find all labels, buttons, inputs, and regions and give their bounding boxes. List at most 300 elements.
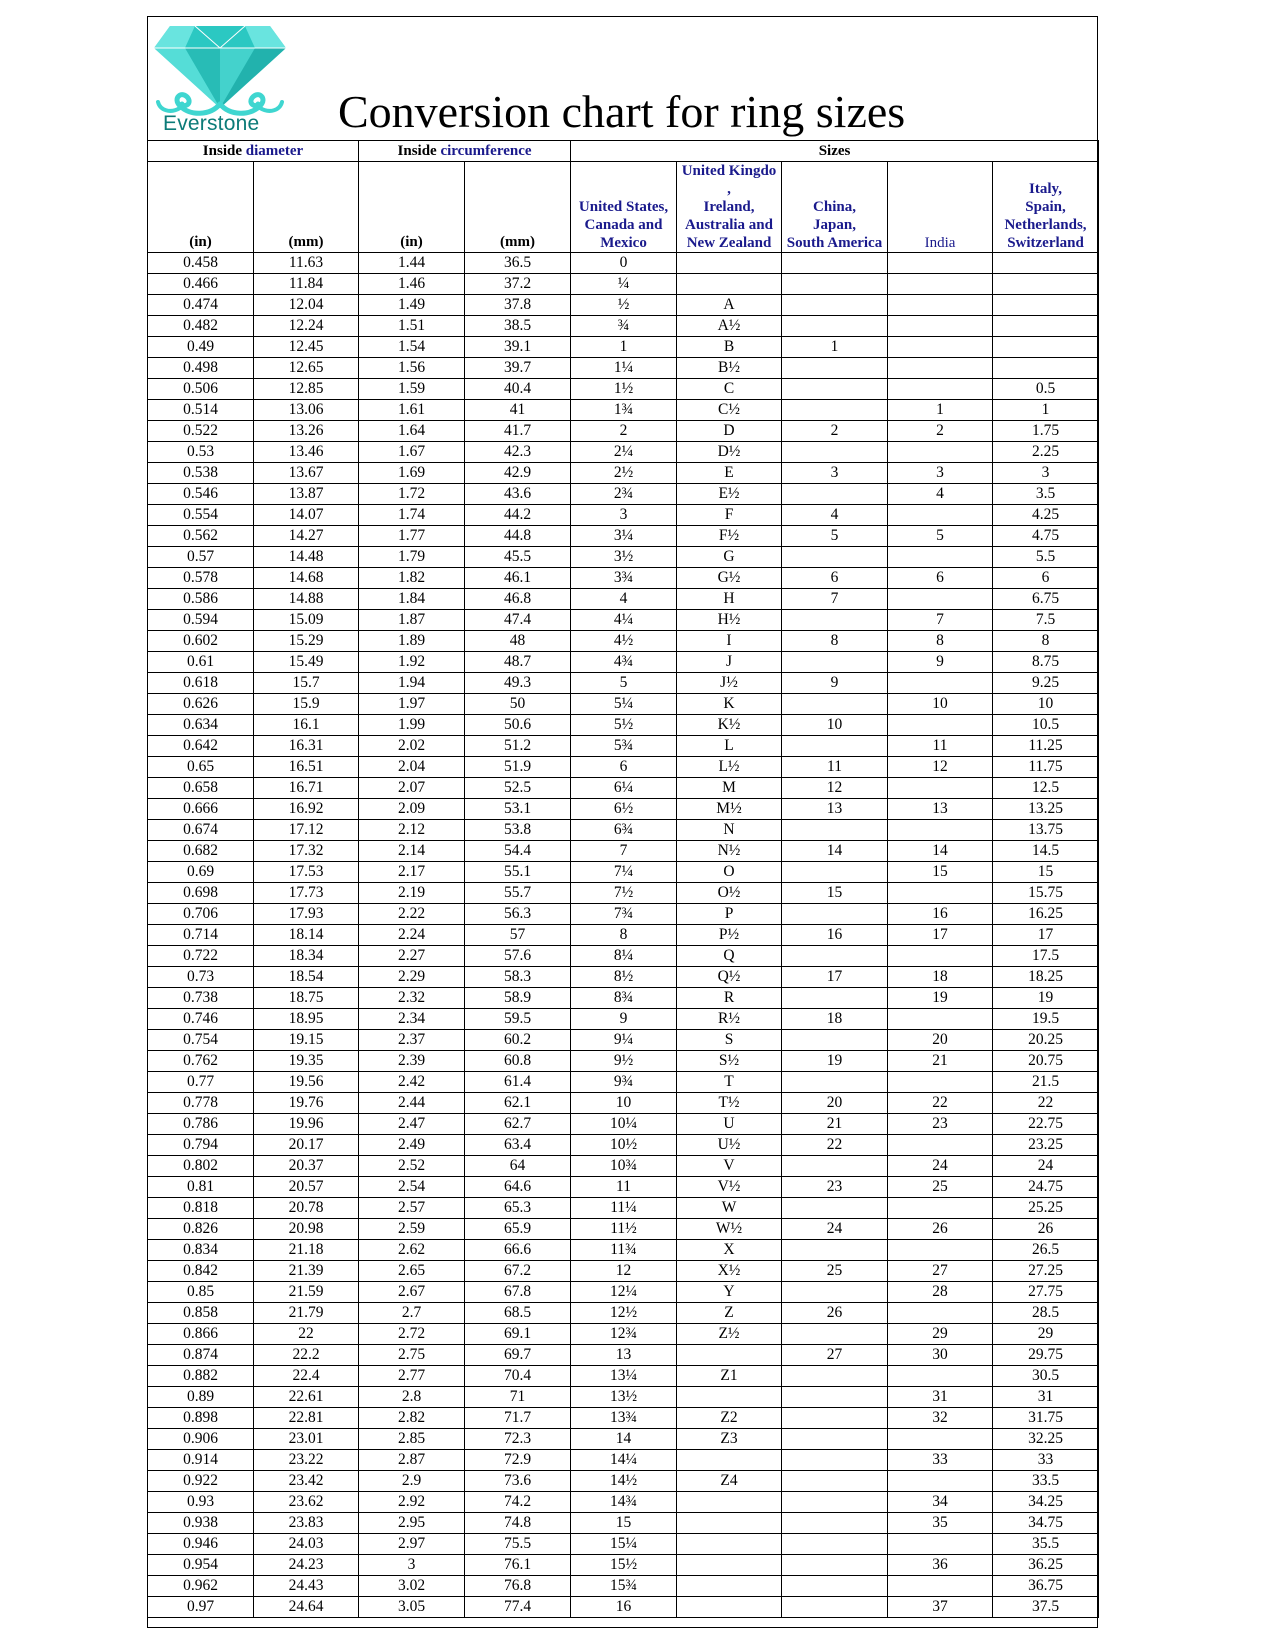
table-row — [148, 1051, 1099, 1072]
cell-us: 11¼ — [571, 1198, 677, 1219]
cell-diameter-mm: 17.93 — [254, 904, 359, 925]
cell-china — [782, 820, 888, 841]
cell-china — [782, 379, 888, 400]
cell-india: 24 — [888, 1156, 993, 1177]
cell-china: 9 — [782, 673, 888, 694]
cell-italy: 17 — [993, 925, 1099, 946]
cell-china: 13 — [782, 799, 888, 820]
cell-italy: 16.25 — [993, 904, 1099, 925]
cell-circumference-mm: 71.7 — [465, 1408, 571, 1429]
cell-us: 11¾ — [571, 1240, 677, 1261]
cell-circumference-in: 2.29 — [359, 967, 465, 988]
cell-uk: Z3 — [677, 1429, 782, 1450]
cell-italy: 5.5 — [993, 547, 1099, 568]
cell-circumference-mm: 52.5 — [465, 778, 571, 799]
cell-italy: 23.25 — [993, 1135, 1099, 1156]
cell-india: 28 — [888, 1282, 993, 1303]
cell-diameter-in: 0.906 — [148, 1429, 254, 1450]
cell-us: 2¼ — [571, 442, 677, 463]
cell-china — [782, 358, 888, 379]
table-row — [148, 358, 1099, 379]
cell-us: 7½ — [571, 883, 677, 904]
cell-diameter-in: 0.458 — [148, 253, 254, 274]
cell-uk: R — [677, 988, 782, 1009]
cell-diameter-mm: 13.46 — [254, 442, 359, 463]
cell-diameter-in: 0.674 — [148, 820, 254, 841]
cell-india: 11 — [888, 736, 993, 757]
cell-circumference-mm: 57.6 — [465, 946, 571, 967]
cell-diameter-mm: 13.06 — [254, 400, 359, 421]
cell-italy: 36.75 — [993, 1576, 1099, 1597]
cell-diameter-in: 0.578 — [148, 568, 254, 589]
cell-india — [888, 589, 993, 610]
cell-diameter-in: 0.634 — [148, 715, 254, 736]
cell-diameter-in: 0.922 — [148, 1471, 254, 1492]
cell-china — [782, 1429, 888, 1450]
cell-diameter-in: 0.858 — [148, 1303, 254, 1324]
cell-china — [782, 946, 888, 967]
cell-china — [782, 253, 888, 274]
cell-diameter-mm: 15.09 — [254, 610, 359, 631]
cell-diameter-mm: 15.9 — [254, 694, 359, 715]
cell-uk: H½ — [677, 610, 782, 631]
cell-uk: S½ — [677, 1051, 782, 1072]
cell-diameter-in: 0.746 — [148, 1009, 254, 1030]
cell-china — [782, 1282, 888, 1303]
cell-india: 16 — [888, 904, 993, 925]
cell-us: 1¾ — [571, 400, 677, 421]
group-header-row — [148, 141, 1099, 162]
cell-circumference-in: 2.24 — [359, 925, 465, 946]
cell-india — [888, 253, 993, 274]
cell-circumference-mm: 39.7 — [465, 358, 571, 379]
cell-circumference-mm: 65.3 — [465, 1198, 571, 1219]
cell-diameter-in: 0.698 — [148, 883, 254, 904]
cell-india — [888, 883, 993, 904]
cell-china: 3 — [782, 463, 888, 484]
cell-diameter-mm: 20.98 — [254, 1219, 359, 1240]
cell-diameter-mm: 12.04 — [254, 295, 359, 316]
cell-circumference-in: 3 — [359, 1555, 465, 1576]
cell-italy: 18.25 — [993, 967, 1099, 988]
cell-india: 20 — [888, 1030, 993, 1051]
cell-us: 5 — [571, 673, 677, 694]
cell-uk: W½ — [677, 1219, 782, 1240]
cell-diameter-in: 0.626 — [148, 694, 254, 715]
cell-china: 10 — [782, 715, 888, 736]
table-row — [148, 526, 1099, 547]
cell-circumference-in: 2.77 — [359, 1366, 465, 1387]
cell-circumference-mm: 41.7 — [465, 421, 571, 442]
cell-italy — [993, 274, 1099, 295]
cell-circumference-in: 2.04 — [359, 757, 465, 778]
cell-china — [782, 1387, 888, 1408]
table-row — [148, 1135, 1099, 1156]
cell-italy: 12.5 — [993, 778, 1099, 799]
cell-diameter-mm: 21.18 — [254, 1240, 359, 1261]
cell-italy: 27.25 — [993, 1261, 1099, 1282]
cell-circumference-in: 2.42 — [359, 1072, 465, 1093]
cell-diameter-in: 0.794 — [148, 1135, 254, 1156]
cell-circumference-mm: 72.3 — [465, 1429, 571, 1450]
cell-circumference-mm: 36.5 — [465, 253, 571, 274]
cell-diameter-mm: 20.78 — [254, 1198, 359, 1219]
cell-diameter-mm: 24.64 — [254, 1597, 359, 1618]
cell-circumference-mm: 74.8 — [465, 1513, 571, 1534]
cell-uk — [677, 1576, 782, 1597]
cell-diameter-mm: 24.03 — [254, 1534, 359, 1555]
table-row — [148, 1156, 1099, 1177]
table-row — [148, 1366, 1099, 1387]
cell-us: 5¾ — [571, 736, 677, 757]
cell-india: 6 — [888, 568, 993, 589]
cell-us: 9½ — [571, 1051, 677, 1072]
cell-us: 10½ — [571, 1135, 677, 1156]
cell-india — [888, 946, 993, 967]
cell-us: 13½ — [571, 1387, 677, 1408]
cell-us: 9 — [571, 1009, 677, 1030]
cell-diameter-mm: 19.15 — [254, 1030, 359, 1051]
cell-uk — [677, 1345, 782, 1366]
cell-diameter-mm: 11.63 — [254, 253, 359, 274]
cell-circumference-mm: 46.8 — [465, 589, 571, 610]
cell-india: 7 — [888, 610, 993, 631]
table-row — [148, 421, 1099, 442]
cell-circumference-in: 2.09 — [359, 799, 465, 820]
cell-circumference-in: 2.85 — [359, 1429, 465, 1450]
cell-diameter-in: 0.866 — [148, 1324, 254, 1345]
cell-diameter-mm: 14.48 — [254, 547, 359, 568]
cell-circumference-in: 2.57 — [359, 1198, 465, 1219]
table-row — [148, 1450, 1099, 1471]
cell-us: 1 — [571, 337, 677, 358]
cell-india — [888, 1429, 993, 1450]
cell-circumference-in: 2.62 — [359, 1240, 465, 1261]
cell-circumference-in: 2.75 — [359, 1345, 465, 1366]
cell-india: 22 — [888, 1093, 993, 1114]
cell-china: 1 — [782, 337, 888, 358]
cell-india: 36 — [888, 1555, 993, 1576]
cell-circumference-in: 2.54 — [359, 1177, 465, 1198]
table-row — [148, 1303, 1099, 1324]
cell-diameter-in: 0.802 — [148, 1156, 254, 1177]
cell-china: 11 — [782, 757, 888, 778]
cell-circumference-mm: 76.8 — [465, 1576, 571, 1597]
cell-us: 7¼ — [571, 862, 677, 883]
cell-us: 9¼ — [571, 1030, 677, 1051]
cell-circumference-in: 2.59 — [359, 1219, 465, 1240]
cell-diameter-mm: 23.42 — [254, 1471, 359, 1492]
cell-china — [782, 1156, 888, 1177]
table-row — [148, 253, 1099, 274]
cell-uk: S — [677, 1030, 782, 1051]
cell-china — [782, 1450, 888, 1471]
cell-us: 9¾ — [571, 1072, 677, 1093]
cell-circumference-in: 1.72 — [359, 484, 465, 505]
cell-us: ¾ — [571, 316, 677, 337]
cell-circumference-mm: 62.1 — [465, 1093, 571, 1114]
cell-china: 5 — [782, 526, 888, 547]
cell-us: 2 — [571, 421, 677, 442]
cell-uk: X — [677, 1240, 782, 1261]
cell-circumference-in: 2.92 — [359, 1492, 465, 1513]
table-row — [148, 967, 1099, 988]
cell-circumference-in: 1.89 — [359, 631, 465, 652]
cell-diameter-mm: 17.73 — [254, 883, 359, 904]
cell-circumference-in: 2.47 — [359, 1114, 465, 1135]
page-title: Conversion chart for ring sizes — [338, 86, 906, 137]
cell-us: 11½ — [571, 1219, 677, 1240]
cell-diameter-mm: 13.67 — [254, 463, 359, 484]
cell-circumference-mm: 65.9 — [465, 1219, 571, 1240]
cell-diameter-mm: 15.49 — [254, 652, 359, 673]
cell-diameter-mm: 12.85 — [254, 379, 359, 400]
cell-china — [782, 694, 888, 715]
cell-us: 4 — [571, 589, 677, 610]
cell-diameter-mm: 21.59 — [254, 1282, 359, 1303]
cell-us: 5¼ — [571, 694, 677, 715]
cell-circumference-in: 1.99 — [359, 715, 465, 736]
cell-circumference-in: 2.8 — [359, 1387, 465, 1408]
cell-us: 6¼ — [571, 778, 677, 799]
cell-uk: L — [677, 736, 782, 757]
cell-diameter-mm: 16.1 — [254, 715, 359, 736]
cell-us: 15 — [571, 1513, 677, 1534]
cell-diameter-in: 0.77 — [148, 1072, 254, 1093]
cell-china: 17 — [782, 967, 888, 988]
cell-india: 26 — [888, 1219, 993, 1240]
cell-circumference-mm: 44.2 — [465, 505, 571, 526]
cell-diameter-mm: 20.17 — [254, 1135, 359, 1156]
cell-italy: 37.5 — [993, 1597, 1099, 1618]
table-row — [148, 1387, 1099, 1408]
cell-india: 10 — [888, 694, 993, 715]
cell-india: 34 — [888, 1492, 993, 1513]
cell-diameter-in: 0.706 — [148, 904, 254, 925]
cell-diameter-mm: 13.26 — [254, 421, 359, 442]
cell-india — [888, 337, 993, 358]
cell-india — [888, 1240, 993, 1261]
cell-diameter-mm: 22.61 — [254, 1387, 359, 1408]
cell-italy: 3.5 — [993, 484, 1099, 505]
cell-china — [782, 274, 888, 295]
cell-italy: 32.25 — [993, 1429, 1099, 1450]
cell-us: 5½ — [571, 715, 677, 736]
cell-circumference-in: 2.44 — [359, 1093, 465, 1114]
ring-size-table — [147, 140, 1099, 1618]
cell-india: 12 — [888, 757, 993, 778]
cell-italy: 26 — [993, 1219, 1099, 1240]
cell-uk: A — [677, 295, 782, 316]
cell-italy: 26.5 — [993, 1240, 1099, 1261]
cell-china: 4 — [782, 505, 888, 526]
cell-uk: T — [677, 1072, 782, 1093]
cell-circumference-in: 1.84 — [359, 589, 465, 610]
cell-diameter-in: 0.682 — [148, 841, 254, 862]
cell-diameter-in: 0.61 — [148, 652, 254, 673]
cell-china — [782, 1555, 888, 1576]
cell-uk: T½ — [677, 1093, 782, 1114]
cell-circumference-mm: 49.3 — [465, 673, 571, 694]
cell-italy: 17.5 — [993, 946, 1099, 967]
cell-uk — [677, 1492, 782, 1513]
cell-china: 27 — [782, 1345, 888, 1366]
cell-india — [888, 1072, 993, 1093]
cell-circumference-in: 2.27 — [359, 946, 465, 967]
cell-diameter-mm: 22.4 — [254, 1366, 359, 1387]
table-row — [148, 904, 1099, 925]
cell-diameter-mm: 17.32 — [254, 841, 359, 862]
cell-diameter-mm: 20.57 — [254, 1177, 359, 1198]
cell-diameter-in: 0.594 — [148, 610, 254, 631]
cell-uk: A½ — [677, 316, 782, 337]
cell-diameter-mm: 16.51 — [254, 757, 359, 778]
cell-china — [782, 1240, 888, 1261]
cell-circumference-mm: 61.4 — [465, 1072, 571, 1093]
cell-india — [888, 442, 993, 463]
cell-us: 1¼ — [571, 358, 677, 379]
cell-diameter-in: 0.618 — [148, 673, 254, 694]
cell-diameter-mm: 15.7 — [254, 673, 359, 694]
table-row — [148, 778, 1099, 799]
table-row — [148, 547, 1099, 568]
col-header-uk: United Kingdo , Ireland, Australia and New Zealand — [677, 162, 782, 253]
cell-uk: P½ — [677, 925, 782, 946]
cell-india: 25 — [888, 1177, 993, 1198]
cell-diameter-in: 0.73 — [148, 967, 254, 988]
cell-india — [888, 715, 993, 736]
cell-china — [782, 1597, 888, 1618]
cell-diameter-in: 0.938 — [148, 1513, 254, 1534]
cell-diameter-in: 0.85 — [148, 1282, 254, 1303]
cell-italy: 1.75 — [993, 421, 1099, 442]
cell-china — [782, 1408, 888, 1429]
cell-us: 12 — [571, 1261, 677, 1282]
cell-india: 30 — [888, 1345, 993, 1366]
cell-italy: 6 — [993, 568, 1099, 589]
cell-china: 18 — [782, 1009, 888, 1030]
cell-circumference-in: 1.97 — [359, 694, 465, 715]
cell-circumference-in: 2.87 — [359, 1450, 465, 1471]
cell-diameter-mm: 22 — [254, 1324, 359, 1345]
cell-circumference-in: 1.59 — [359, 379, 465, 400]
cell-us: 10¾ — [571, 1156, 677, 1177]
cell-circumference-in: 2.07 — [359, 778, 465, 799]
cell-circumference-mm: 69.7 — [465, 1345, 571, 1366]
cell-china: 24 — [782, 1219, 888, 1240]
cell-india — [888, 547, 993, 568]
table-row — [148, 568, 1099, 589]
cell-circumference-mm: 38.5 — [465, 316, 571, 337]
table-row — [148, 463, 1099, 484]
cell-diameter-in: 0.658 — [148, 778, 254, 799]
cell-us: 13¼ — [571, 1366, 677, 1387]
cell-circumference-in: 2.17 — [359, 862, 465, 883]
cell-italy: 22 — [993, 1093, 1099, 1114]
table-row — [148, 1177, 1099, 1198]
cell-us: 15½ — [571, 1555, 677, 1576]
cell-italy: 29.75 — [993, 1345, 1099, 1366]
cell-circumference-mm: 71 — [465, 1387, 571, 1408]
cell-diameter-in: 0.93 — [148, 1492, 254, 1513]
cell-uk: Z — [677, 1303, 782, 1324]
cell-diameter-mm: 14.88 — [254, 589, 359, 610]
cell-circumference-mm: 67.2 — [465, 1261, 571, 1282]
cell-diameter-mm: 20.37 — [254, 1156, 359, 1177]
cell-india — [888, 1471, 993, 1492]
cell-diameter-mm: 22.81 — [254, 1408, 359, 1429]
cell-diameter-mm: 16.31 — [254, 736, 359, 757]
cell-circumference-mm: 50 — [465, 694, 571, 715]
cell-circumference-mm: 67.8 — [465, 1282, 571, 1303]
cell-china: 7 — [782, 589, 888, 610]
cell-us: 3½ — [571, 547, 677, 568]
cell-circumference-mm: 75.5 — [465, 1534, 571, 1555]
cell-india: 31 — [888, 1387, 993, 1408]
table-row — [148, 862, 1099, 883]
cell-diameter-in: 0.474 — [148, 295, 254, 316]
cell-uk: L½ — [677, 757, 782, 778]
cell-circumference-in: 1.49 — [359, 295, 465, 316]
cell-diameter-in: 0.954 — [148, 1555, 254, 1576]
cell-uk: K½ — [677, 715, 782, 736]
cell-uk: Z½ — [677, 1324, 782, 1345]
cell-china — [782, 904, 888, 925]
cell-uk: I — [677, 631, 782, 652]
cell-circumference-mm: 70.4 — [465, 1366, 571, 1387]
cell-diameter-in: 0.602 — [148, 631, 254, 652]
table-row — [148, 1114, 1099, 1135]
cell-uk — [677, 1450, 782, 1471]
cell-india — [888, 1576, 993, 1597]
cell-us: 12¾ — [571, 1324, 677, 1345]
cell-us: 8½ — [571, 967, 677, 988]
table-row — [148, 295, 1099, 316]
cell-circumference-in: 1.69 — [359, 463, 465, 484]
cell-italy: 19 — [993, 988, 1099, 1009]
table-row — [148, 400, 1099, 421]
cell-diameter-in: 0.65 — [148, 757, 254, 778]
cell-india — [888, 274, 993, 295]
cell-diameter-in: 0.778 — [148, 1093, 254, 1114]
cell-italy: 31.75 — [993, 1408, 1099, 1429]
cell-circumference-mm: 55.7 — [465, 883, 571, 904]
table-row — [148, 316, 1099, 337]
cell-uk — [677, 1555, 782, 1576]
table-row — [148, 715, 1099, 736]
cell-india — [888, 673, 993, 694]
cell-circumference-in: 3.05 — [359, 1597, 465, 1618]
cell-italy — [993, 316, 1099, 337]
cell-circumference-mm: 60.8 — [465, 1051, 571, 1072]
group-header-diameter: Inside diameter — [148, 141, 359, 162]
cell-circumference-in: 1.94 — [359, 673, 465, 694]
cell-diameter-mm: 14.07 — [254, 505, 359, 526]
table-row — [148, 652, 1099, 673]
cell-us: 8¼ — [571, 946, 677, 967]
cell-china: 12 — [782, 778, 888, 799]
table-row — [148, 442, 1099, 463]
cell-diameter-mm: 24.23 — [254, 1555, 359, 1576]
cell-uk: R½ — [677, 1009, 782, 1030]
cell-circumference-mm: 74.2 — [465, 1492, 571, 1513]
cell-diameter-in: 0.466 — [148, 274, 254, 295]
cell-china — [782, 652, 888, 673]
cell-circumference-mm: 64 — [465, 1156, 571, 1177]
cell-india: 33 — [888, 1450, 993, 1471]
cell-china: 14 — [782, 841, 888, 862]
cell-circumference-mm: 60.2 — [465, 1030, 571, 1051]
